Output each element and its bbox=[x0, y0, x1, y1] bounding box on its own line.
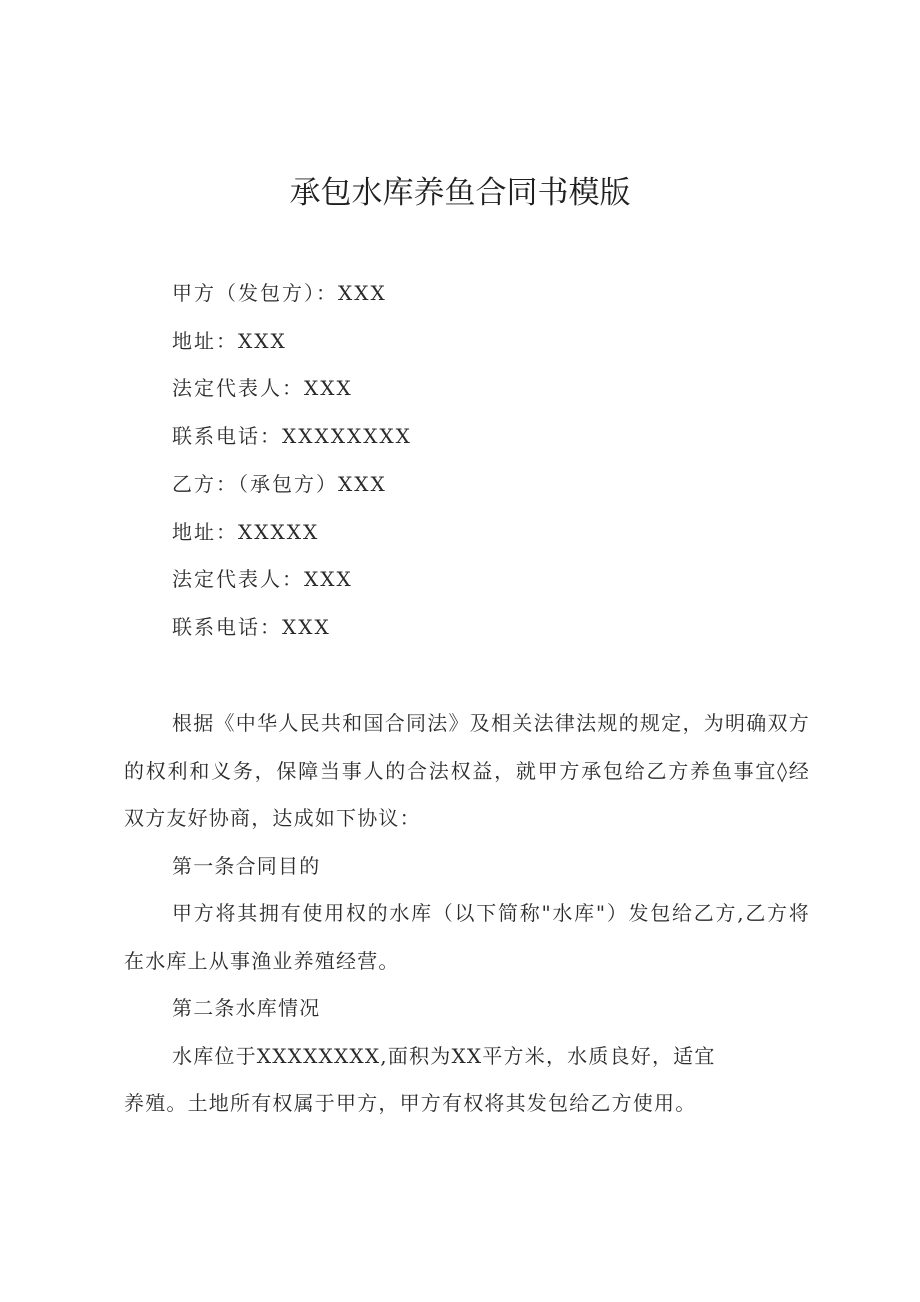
article-2-paragraph-line2: 养殖。土地所有权属于甲方，甲方有权将其发包给乙方使用。 bbox=[124, 1091, 697, 1115]
party-b-representative: 法定代表人：XXX bbox=[172, 567, 353, 592]
contract-body bbox=[124, 700, 810, 1128]
party-info bbox=[172, 270, 852, 652]
article-2-heading: 第二条水库情况 bbox=[172, 996, 321, 1020]
article-1-paragraph: 甲方将其拥有使用权的水库（以下简称"水库"）发包给乙方,乙方将在水库上从事渔业养殖经营。 bbox=[124, 901, 810, 973]
article-2-paragraph-line1: 水库位于XXXXXXXX,面积为XX平方米，水质良好，适宜 bbox=[172, 1043, 716, 1068]
party-b-phone: 联系电话：XXX bbox=[172, 614, 331, 639]
party-a-representative: 法定代表人：XXX bbox=[172, 376, 353, 401]
party-a-phone: 联系电话：XXXXXXXX bbox=[172, 424, 412, 449]
party-b-name: 乙方：（承包方）XXX bbox=[172, 471, 387, 496]
party-a-name: 甲方（发包方）：XXX bbox=[172, 281, 387, 305]
party-b-address: 地址：XXXXX bbox=[172, 519, 320, 544]
document-title: 承包水库养鱼合同书模版 bbox=[289, 175, 631, 211]
article-1-heading: 第一条合同目的 bbox=[172, 853, 321, 878]
preamble-paragraph: 根据《中华人民共和国合同法》及相关法律法规的规定，为明确双方的权利和义务，保障当事人的合法权益，就甲方承包给乙方养鱼事宜◊经双方友好协商，达成如下协议： bbox=[124, 711, 810, 830]
party-a-address: 地址：XXX bbox=[172, 328, 287, 353]
